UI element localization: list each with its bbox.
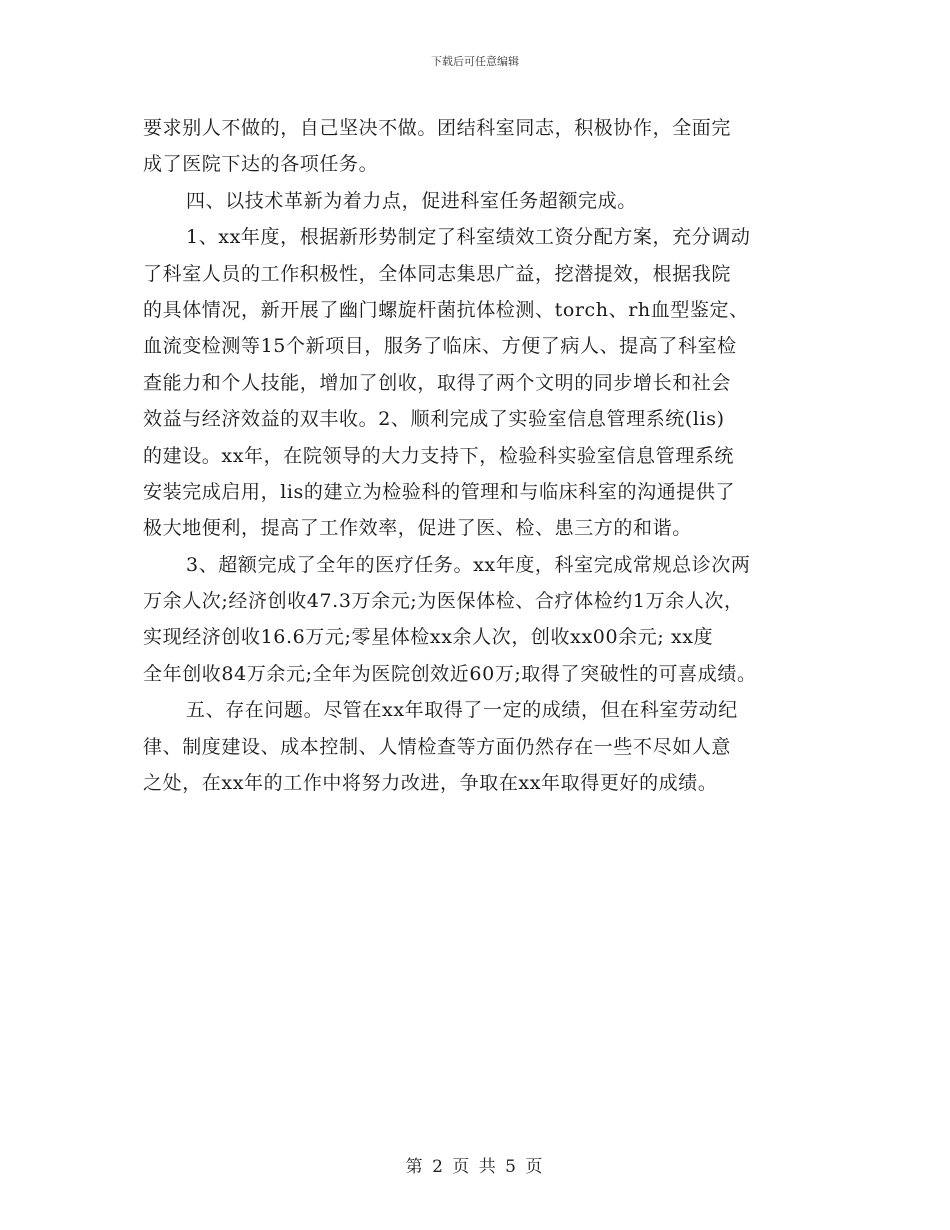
text-line: 查能力和个人技能，增加了创收，取得了两个文明的同步增长和社会	[143, 371, 732, 394]
text-line: 万余人次;经济创收47.3万余元;为医保体检、合疗体检约1万余人次，	[143, 590, 744, 613]
text-line: 3、超额完成了全年的医疗任务。xx年度，科室完成常规总诊次两	[186, 553, 751, 576]
text-line: 的具体情况，新开展了幽门螺旋杆菌抗体检测、torch、rh血型鉴定、	[143, 298, 749, 321]
text-line: 了科室人员的工作积极性，全体同志集思广益，挖潜提效，根据我院	[143, 262, 732, 285]
text-line: 之处，在xx年的工作中将努力改进，争取在xx年取得更好的成绩。	[143, 772, 718, 795]
text-line: 安装完成启用，lis的建立为检验科的管理和与临床科室的沟通提供了	[143, 480, 736, 503]
text-line: 实现经济创收16.6万元;零星体检xx余人次，创收xx00余元; xx度	[143, 626, 714, 649]
text-line: 成了医院下达的各项任务。	[143, 153, 379, 176]
section-heading: 四、以技术革新为着力点，促进科室任务超额完成。	[186, 189, 637, 212]
text-line: 的建设。xx年，在院领导的大力支持下，检验科实验室信息管理系统	[143, 444, 735, 467]
text-line: 效益与经济效益的双丰收。2、顺利完成了实验室信息管理系统(lis)	[143, 408, 725, 431]
text-line: 要求别人不做的，自己坚决不做。团结科室同志，积极协作，全面完	[143, 117, 732, 139]
text-line: 律、制度建设、成本控制、人情检查等方面仍然存在一些不尽如人意	[143, 735, 732, 758]
section-heading: 五、存在问题。尽管在xx年取得了一定的成绩，但在科室劳动纪	[186, 699, 738, 722]
text-line: 1、xx年度，根据新形势制定了科室绩效工资分配方案，充分调动	[186, 226, 751, 249]
text-line: 极大地便利，提高了工作效率，促进了医、检、患三方的和谐。	[143, 517, 692, 540]
document-body	[143, 110, 833, 801]
text-line: 全年创收84万余元;全年为医院创效近60万;取得了突破性的可喜成绩。	[143, 662, 757, 685]
page-number: 第 2 页 共 5 页	[405, 1157, 545, 1177]
page-header: 下载后可任意编辑	[431, 55, 519, 68]
text-line: 血流变检测等15个新项目，服务了临床、方便了病人、提高了科室检	[143, 335, 737, 358]
